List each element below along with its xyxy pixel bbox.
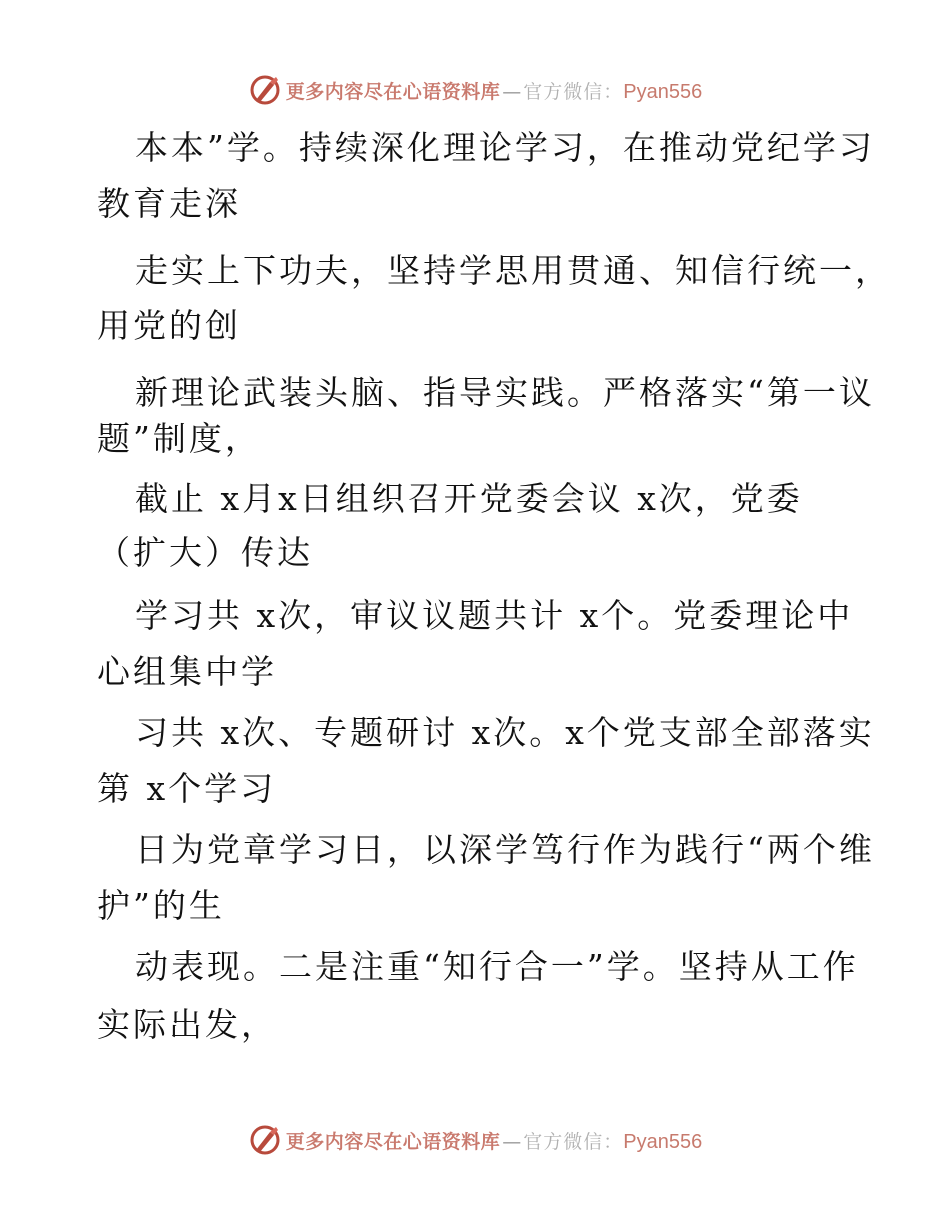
body-line: 心组集中学 (97, 652, 277, 691)
body-line: 日为党章学习日，以深学笃行作为践行“两个维 (135, 830, 875, 869)
watermark-sub-text: 官方微信： (523, 1130, 624, 1153)
watermark-id: Pyan556 (623, 1130, 703, 1153)
body-line: 第 x个学习 (97, 769, 277, 808)
watermark-sub-text: 官方微信： (523, 80, 624, 103)
body-line: 用党的创 (97, 306, 241, 345)
body-line: 题”制度， (97, 419, 261, 458)
body-line: 学习共 x次，审议议题共计 x个。党委理论中 (135, 596, 854, 635)
header-watermark (0, 70, 950, 110)
watermark-dash: — (502, 80, 522, 103)
body-line: 实际出发， (97, 1005, 277, 1044)
body-line: 教育走深 (97, 184, 241, 223)
body-line: 走实上下功夫，坚持学思用贯通、知信行统一， (135, 251, 891, 290)
quill-logo-icon (248, 1123, 282, 1157)
footer-watermark (0, 1120, 950, 1160)
body-line: 本本”学。持续深化理论学习，在推动党纪学习 (135, 128, 875, 167)
body-line: 习共 x次、专题研讨 x次。x个党支部全部落实 (135, 713, 875, 752)
quill-logo-icon (248, 73, 282, 107)
watermark-main-text: 更多内容尽在心语资料库 (285, 80, 501, 103)
body-line: 新理论武装头脑、指导实践。严格落实“第一议 (135, 373, 875, 412)
watermark-id: Pyan556 (623, 80, 703, 103)
body-line: 截止 x月x日组织召开党委会议 x次，党委 (135, 479, 803, 518)
body-line: 护”的生 (97, 886, 225, 925)
watermark-dash: — (502, 1130, 522, 1153)
body-line: 动表现。二是注重“知行合一”学。坚持从工作 (135, 947, 859, 986)
body-line: （扩大）传达 (97, 533, 313, 572)
watermark-main-text: 更多内容尽在心语资料库 (285, 1130, 501, 1153)
